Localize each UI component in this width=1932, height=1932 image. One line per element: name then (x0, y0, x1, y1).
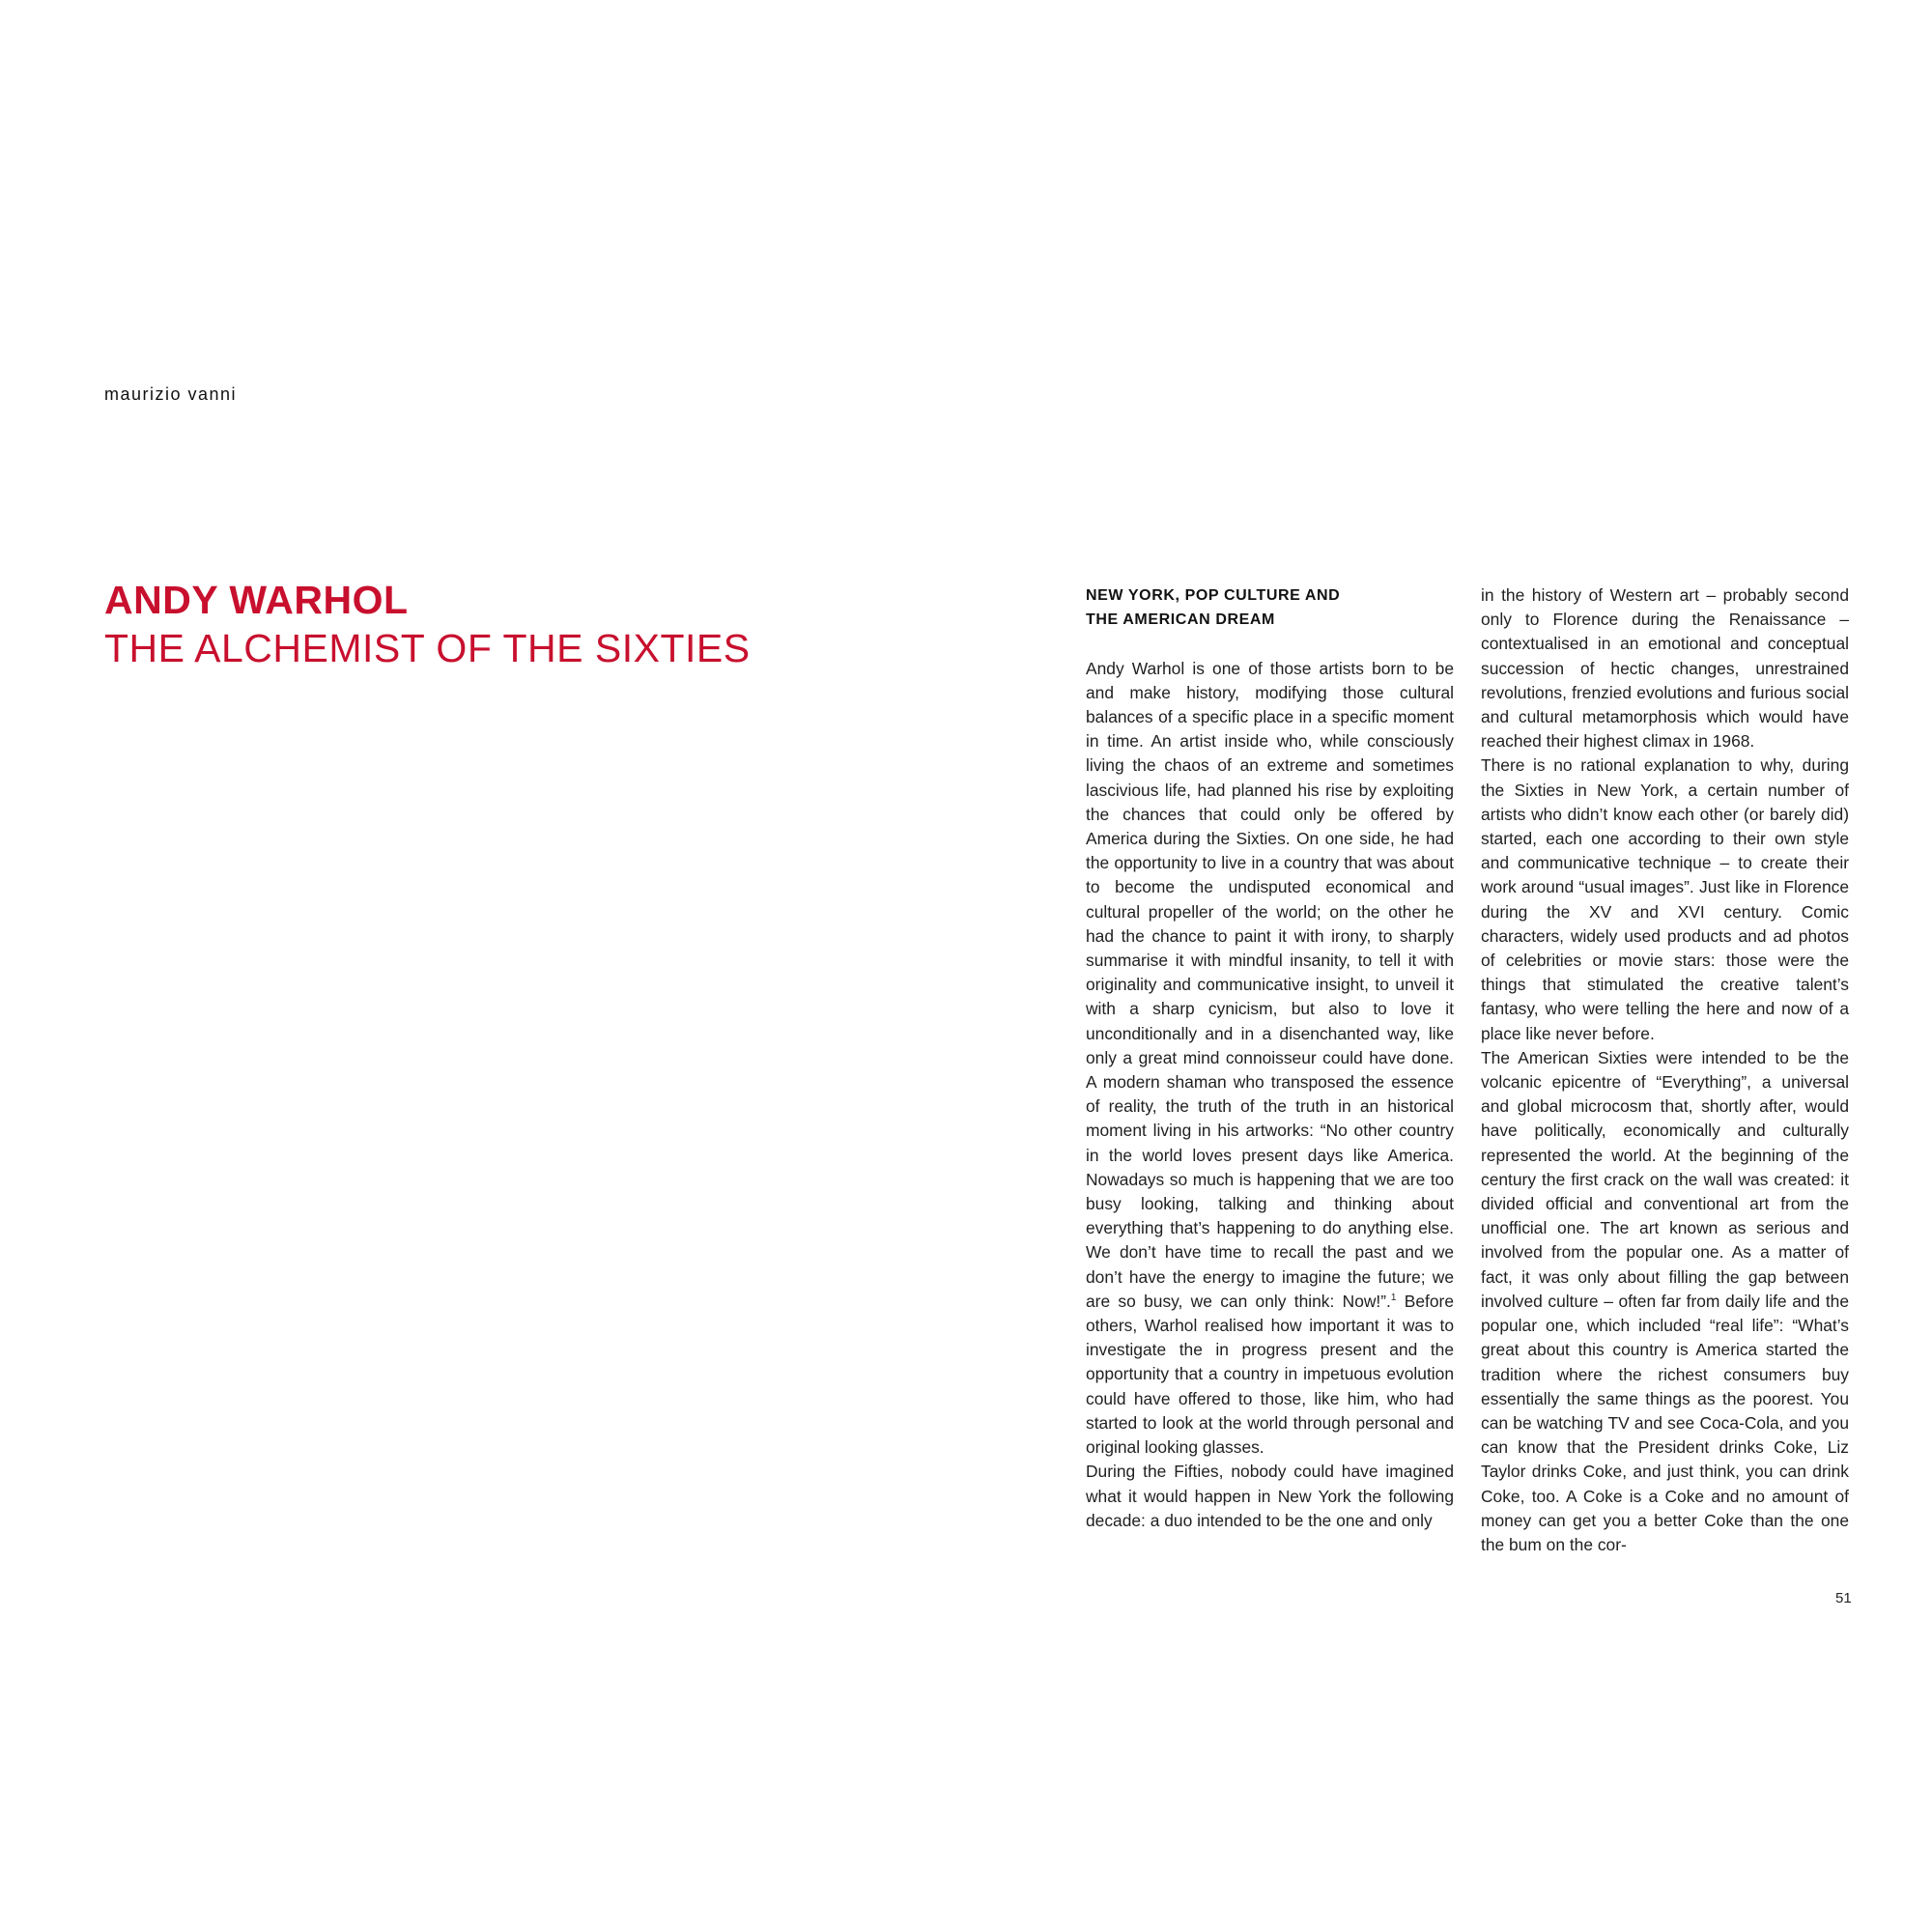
body-paragraph: The American Sixties were intended to be the volcanic epicentre of “Everything”, a universal and global microcosm that, shortly after, would have politically, economically and culturally represented the world. At the beginning of the century the first crack on the wall was created: it divided official and conventional art from the unofficial one. The art known as serious and involved from the popular one. As a matter of fact, it was only about filling the gap between involved culture – often far from daily life and the popular one, which included “real life”: “What’s great about this country is America started the tradition where the richest consumers buy essentially the same things as the poorest. You can be watching TV and see Coca-Cola, and you can know that the President drinks Coke, Liz Taylor drinks Coke, and just think, you can drink Coke, too. A Coke is a Coke and no amount of money can get you a better Coke than the one the bum on the cor- (1481, 1047, 1849, 1554)
title-subtitle: THE ALCHEMIST OF THE SIXTIES (104, 626, 751, 670)
body-paragraph: During the Fifties, nobody could have imagined what it would happen in New York the following decade: a duo intended to be the one and only (1086, 1462, 1454, 1530)
section-heading (1086, 583, 1454, 632)
text-column-left (1086, 583, 1454, 1533)
body-paragraph: There is no rational explanation to why, during the Sixties in New York, a certain number of artists who didn’t know each other (or barely did) started, each one according to their own style and communicative technique – to create their work around “usual images”. Just like in Florence during the XV and XVI century. Comic characters, widely used products and ad photos of celebrities or movie stars: those were the things that stimulated the creative talent’s fantasy, who were telling the here and now of a place like never before. (1481, 755, 1849, 1043)
section-heading-line-1: NEW YORK, POP CULTURE AND (1086, 587, 1341, 604)
section-heading-line-2: THE AMERICAN DREAM (1086, 611, 1275, 629)
text-column-right (1481, 583, 1849, 1557)
footnote-marker: 1 (1390, 1293, 1397, 1304)
body-paragraph (1086, 657, 1454, 1461)
paragraph-text: Before others, Warhol realised how important it was to investigate the in progress present and the opportunity that a country in impetuous evolution could have offered to those, like him, who had started to look at the world through personal and original looking glasses. (1086, 1291, 1454, 1458)
page-number: 51 (1835, 1590, 1852, 1606)
article-title (104, 576, 751, 672)
author-name: maurizio vanni (104, 384, 238, 404)
paragraph-text: Andy Warhol is one of those artists born to be and make history, modifying those cultural balances of a specific place in a specific moment in time. An artist inside who, while consciously living the chaos of an extreme and sometimes lascivious life, had planned his rise by exploiting the chances that could only be offered by America during the Sixties. On one side, he had the opportunity to live in a country that was about to become the undisputed economical and cultural propeller of the world; on the other he had the chance to paint it with irony, to sharply summarise it with mindful insanity, to tell it with originality and communicative insight, to unveil it with a sharp cynicism, but also to love it unconditionally and in a disenchanted way, like only a great mind connoisseur could have done. A modern shaman who transposed the essence of reality, the truth of the truth in an historical moment living in his artworks: “No other country in the world loves present days like America. Nowadays so much is happening that we are too busy looking, talking and thinking about everything that’s happening to do anything else. We don’t have time to recall the past and we don’t have the energy to imagine the future; we are so busy, we can only think: Now!”. (1086, 658, 1454, 1311)
body-paragraph-continued: in the history of Western art – probably second only to Florence during the Renaissance – contextualised in an emotional and conceptual succession of hectic changes, unrestrained revolutions, frenzied evolutions and furious social and cultural metamorphosis which would have reached their highest climax in 1968. (1481, 585, 1849, 752)
title-main: ANDY WARHOL (104, 578, 409, 622)
